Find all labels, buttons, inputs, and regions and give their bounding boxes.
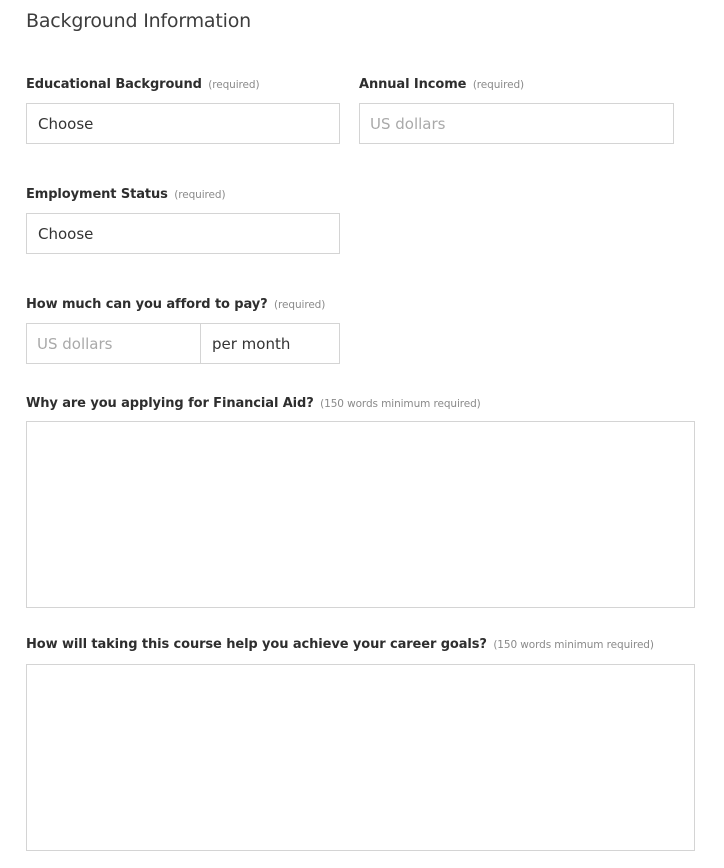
afford-amount-input[interactable] — [37, 335, 190, 353]
career-goals-textarea[interactable] — [26, 664, 695, 851]
career-goals-label — [26, 637, 654, 652]
required-hint: (150 words minimum required) — [493, 639, 654, 651]
employment-status-label — [26, 187, 225, 202]
educational-background-select[interactable] — [26, 103, 340, 144]
required-hint: (required) — [208, 79, 260, 91]
section-title: Background Information — [26, 10, 251, 32]
required-hint: (required) — [274, 299, 326, 311]
financial-aid-reason-label — [26, 396, 481, 411]
afford-amount-field[interactable] — [26, 323, 201, 364]
employment-status-value: Choose — [38, 224, 94, 243]
required-hint: (required) — [174, 189, 226, 201]
afford-to-pay-label-text: How much can you afford to pay? — [26, 297, 268, 312]
payment-period-select[interactable] — [200, 323, 340, 364]
career-goals-label-text: How will taking this course help you achieve your career goals? — [26, 637, 487, 652]
annual-income-field[interactable] — [359, 103, 674, 144]
required-hint: (required) — [472, 79, 524, 91]
required-hint: (150 words minimum required) — [320, 398, 481, 410]
financial-aid-reason-label-text: Why are you applying for Financial Aid? — [26, 396, 314, 411]
employment-status-label-text: Employment Status — [26, 187, 168, 202]
afford-to-pay-label — [26, 297, 325, 312]
payment-period-value: per month — [212, 334, 291, 353]
educational-background-label — [26, 77, 259, 92]
employment-status-select[interactable] — [26, 213, 340, 254]
financial-aid-reason-textarea[interactable] — [26, 421, 695, 608]
annual-income-input[interactable] — [370, 115, 663, 133]
annual-income-label-text: Annual Income — [359, 77, 467, 92]
educational-background-value: Choose — [38, 114, 94, 133]
annual-income-label — [359, 77, 524, 92]
afford-to-pay-group — [26, 323, 340, 364]
educational-background-label-text: Educational Background — [26, 77, 202, 92]
